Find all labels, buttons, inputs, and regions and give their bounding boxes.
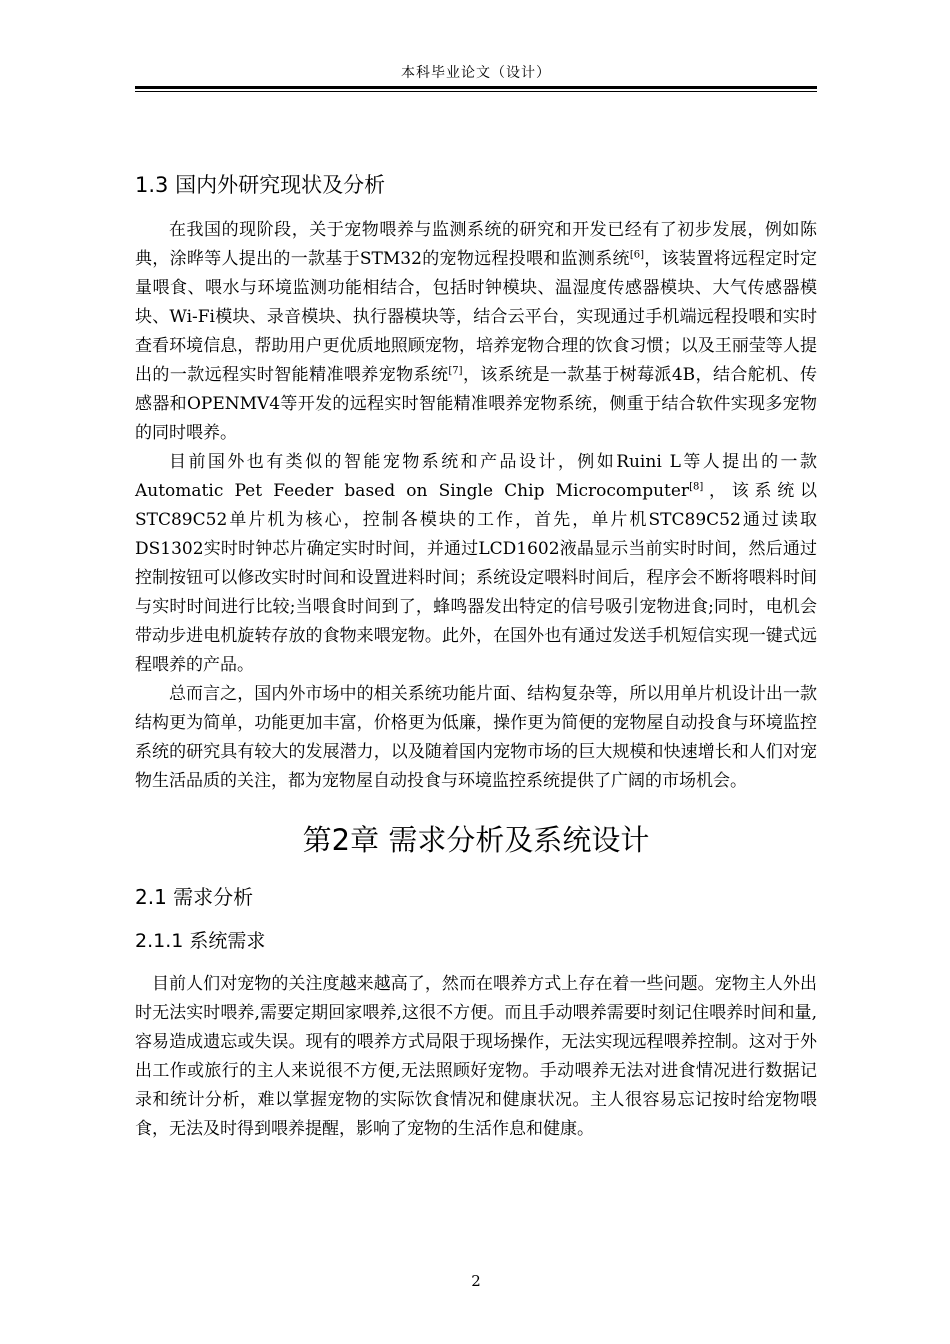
page-content — [135, 170, 817, 1144]
running-header: 本科毕业论文（设计） — [401, 65, 551, 81]
citation-ref-7: [7] — [448, 365, 463, 377]
paragraph-foreign-research — [135, 448, 817, 680]
paragraph-system-requirements: 目前人们对宠物的关注度越来越高了，然而在喂养方式上存在着一些问题。宠物主人外出时无法实时喂养,需要定期回家喂养,这很不方便。而且手动喂养需要时刻记住喂养时间和量,容易造成遗忘或失误。现有的喂养方式局限于现场操作，无法实现远程喂养控制。这对于外出工作或旅行的主人来说很不方便,无法照顾好宠物。手动喂养无法对进食情况进行数据记录和统计分析，难以掌握宠物的实际饮食情况和健康状况。主人很容易忘记按时给宠物喂食，无法及时得到喂养提醒，影响了宠物的生活作息和健康。 — [135, 974, 817, 1139]
page-number: 2 — [471, 1272, 481, 1290]
header-rule-thin — [135, 91, 817, 92]
paragraph-text: ，该系统以STC89C52单片机为核心，控制各模块的工作，首先，单片机STC89C52通过读取DS1302实时时钟芯片确定实时时间，并通过LCD1602液晶显示当前实时时间，然后通过控制按钮可以修改实时时间和设置进料时间；系统设定喂料时间后，程序会不断将喂料时间与实时时间进行比较;当喂食时间到了，蜂鸣器发出特定的信号吸引宠物进食;同时，电机会带动步进电机旋转存放的食物来喂宠物。此外，在国外也有通过发送手机短信实现一键式远程喂养的产品。 — [135, 481, 817, 675]
paragraph-text: 目前国外也有类似的智能宠物系统和产品设计，例如Ruini L等人提出的一款Automatic Pet Feeder based on Single Chip Microcomputer — [135, 452, 817, 501]
paragraph-text: ，该装置将远程定时定量喂食、喂水与环境监测功能相结合，包括时钟模块、温湿度传感器模块、大气传感器模块、Wi-Fi模块、录音模块、执行器模块等，结合云平台，实现通过手机端远程投喂和实时查看环境信息，帮助用户更优质地照顾宠物，培养宠物合理的饮食习惯；以及王丽莹等人提出的一款远程实时智能精准喂养宠物系统 — [135, 249, 817, 385]
header-rule-thick — [135, 86, 817, 89]
citation-ref-8: [8] — [689, 481, 704, 493]
chapter-title: 第2章 需求分析及系统设计 — [302, 823, 650, 857]
citation-ref-6: [6] — [629, 249, 644, 261]
section-heading-2-1-1: 2.1.1 系统需求 — [135, 930, 266, 952]
paragraph-domestic-research — [135, 216, 817, 448]
paragraph-summary: 总而言之，国内外市场中的相关系统功能片面、结构复杂等，所以用单片机设计出一款结构更为简单，功能更加丰富，价格更为低廉，操作更为简便的宠物屋自动投食与环境监控系统的研究具有较大的发展潜力，以及随着国内宠物市场的巨大规模和快速增长和人们对宠物生活品质的关注，都为宠物屋自动投食与环境监控系统提供了广阔的市场机会。 — [135, 684, 817, 791]
paragraph-text: ，该系统是一款基于树莓派4B，结合舵机、传感器和OPENMV4等开发的远程实时智能精准喂养宠物系统，侧重于结合软件实现多宠物的同时喂养。 — [135, 365, 818, 443]
paragraph-text: 在我国的现阶段，关于宠物喂养与监测系统的研究和开发已经有了初步发展，例如陈典，涂晔等人提出的一款基于STM32的宠物远程投喂和监测系统 — [135, 220, 817, 269]
section-heading-2-1: 2.1 需求分析 — [135, 885, 254, 909]
section-heading-1-3: 1.3 国内外研究现状及分析 — [135, 173, 386, 197]
